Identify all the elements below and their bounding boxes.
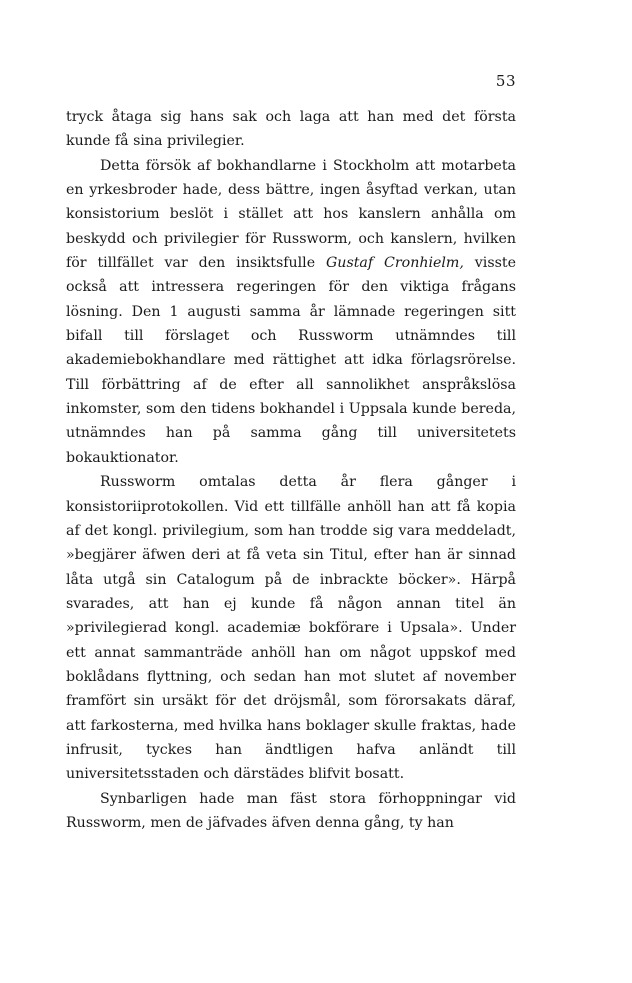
text-run: Detta försök af bokhandlarne i Stockholm att motarbeta en yrkesbroder hade, dess bättre, ingen åsyftad verkan, utan konsistorium beslöt i stället att hos kanslern anhålla om beskydd och privilegier för Russworm, och kanslern, hvilken för tillfället var den insiktsfulle	[66, 157, 516, 272]
text-run: Synbarligen hade man fäst stora förhoppningar vid Russworm, men de jäfvades äfven denna gång, ty han	[66, 790, 516, 831]
text-run: Russworm omtalas detta år flera gånger i konsistoriiprotokollen. Vid ett tillfälle anhöll han att få kopia af det kongl. privilegium, som han trodde sig vara meddeladt, »begjärer äfwen deri at få veta sin Titul, efter han är sinnad låta utgå sin Catalogum på de inbrackte böcker». Härpå svarades, att han ej kunde få någon annan titel än »privilegierad kongl. academiæ bokförare i Upsala». Under ett annat sammanträde anhöll han om något uppskof med boklådans flyttning, och sedan han mot slutet af november framfört sin ursäkt för det dröjsmål, som förorsakats däraf, att farkosterna, med hvilka hans boklager skulle fraktas, hade infrusit, tyckes han ändtligen hafva anländt till universitetsstaden och därstädes blifvit bosatt.	[66, 474, 516, 783]
text-run: tryck åtaga sig hans sak och laga att han med det första kunde få sina privilegier.	[66, 109, 516, 150]
paragraph-2	[66, 154, 516, 470]
italic-name: Gustaf Cronhielm,	[325, 255, 464, 272]
paragraph-1	[66, 105, 516, 154]
paragraph-3	[66, 470, 516, 786]
paragraph-4	[66, 787, 516, 836]
text-run: visste också att intressera regeringen för den viktiga frågans lösning. Den 1 augusti samma år lämnade regeringen sitt bifall till förslaget och Russworm utnämndes till akademiebokhandlare med rättighet att idka förlagsrörelse. Till förbättring af de efter all sannolikhet anspråkslösa inkomster, som den tidens bokhandel i Uppsala kunde bereda, utnämndes han på samma gång till universitetets bokauktionator.	[66, 255, 516, 466]
page-number: 53	[495, 72, 516, 90]
body-text	[66, 105, 516, 835]
